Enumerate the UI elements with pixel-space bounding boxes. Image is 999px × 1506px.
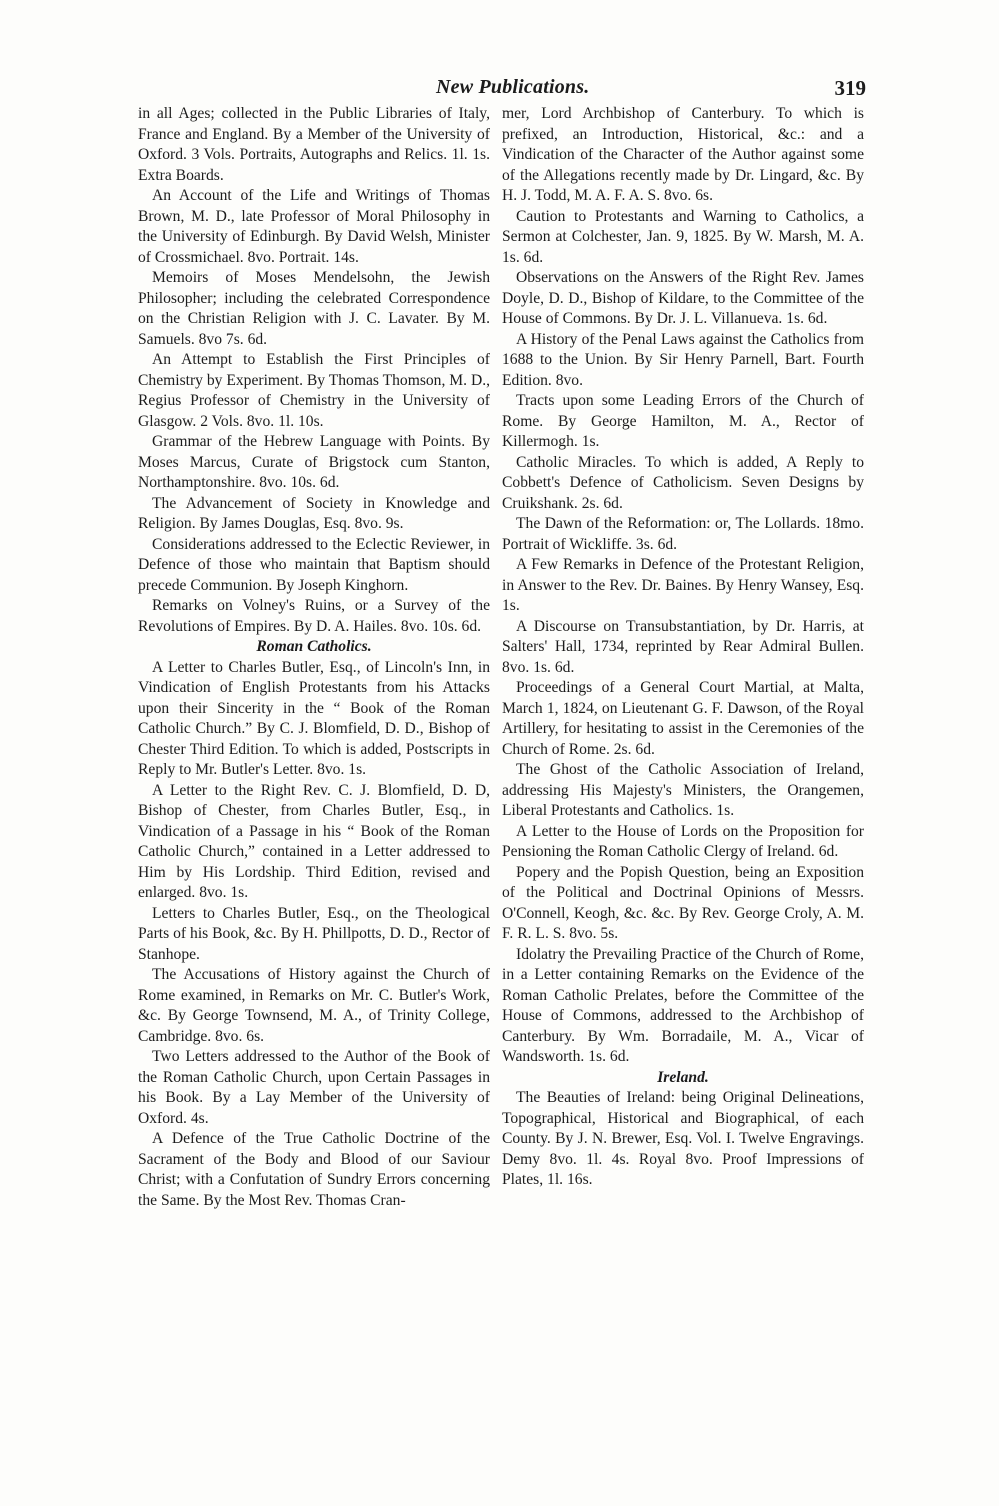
publication-entry: in all Ages; collected in the Public Libraries of Italy, France and England. By a Member of the University of Oxford. 3 Vols. Portraits, Autographs and Relics. 1l. 1s. Extra Boards. bbox=[138, 105, 490, 184]
publication-entry: A Letter to Charles Butler, Esq., of Lincoln's Inn, in Vindication of English Protestants from his Attacks upon their Sincerity in the “ Book of the Roman Catholic Church.” By C. J. Blomfield, D. D., Bishop of Chester Third Edition. To which is added, Postscripts in Reply to Mr. Butler's Letter. 8vo. 1s. bbox=[138, 658, 490, 778]
publication-entry: Grammar of the Hebrew Language with Points. By Moses Marcus, Curate of Brigstock cum Stanton, Northamptonshire. 8vo. 10s. 6d. bbox=[138, 433, 490, 491]
publication-entry: Two Letters addressed to the Author of the Book of the Roman Catholic Church, upon Certain Passages in his Book. By a Lay Member of the University of Oxford. 4s. bbox=[138, 1048, 490, 1127]
publication-entry: Considerations addressed to the Eclectic Reviewer, in Defence of those who maintain that Baptism should precede Communion. By Joseph Kinghorn. bbox=[138, 535, 490, 594]
right-column bbox=[502, 104, 864, 1191]
running-head bbox=[436, 76, 866, 106]
left-column bbox=[138, 104, 490, 1211]
publication-entry: Proceedings of a General Court Martial, at Malta, March 1, 1824, on Lieutenant G. F. Dawson, of the Royal Artillery, for hesitating to assist in the Ceremonies of the Church of Rome. 2s. 6d. bbox=[502, 679, 864, 758]
publication-entry: A Discourse on Transubstantiation, by Dr. Harris, at Salters' Hall, 1734, reprinted by Rear Admiral Bullen. 8vo. 1s. 6d. bbox=[502, 617, 864, 676]
publication-entry: The Beauties of Ireland: being Original Delineations, Topographical, Historical and Biographical, of each County. By J. N. Brewer, Esq. Vol. I. Twelve Engravings. Demy 8vo. 1l. 4s. Royal 8vo. Proof Impressions of Plates, 1l. 16s. bbox=[502, 1089, 864, 1188]
publication-entry: Catholic Miracles. To which is added, A Reply to Cobbett's Defence of Catholicism. Seven Designs by Cruikshank. 2s. 6d. bbox=[502, 453, 864, 512]
publication-entry: An Account of the Life and Writings of Thomas Brown, M. D., late Professor of Moral Philosophy in the University of Edinburgh. By David Welsh, Minister of Crossmichael. 8vo. Portrait. 14s. bbox=[138, 187, 490, 266]
publication-entry: The Dawn of the Reformation: or, The Lollards. 18mo. Portrait of Wickliffe. 3s. 6d. bbox=[502, 515, 864, 553]
publication-entry: The Ghost of the Catholic Association of Ireland, addressing His Majesty's Ministers, the Orangemen, Liberal Protestants and Catholics. 1s. bbox=[502, 761, 864, 819]
publication-entry: Idolatry the Prevailing Practice of the Church of Rome, in a Letter containing Remarks on the Evidence of the Roman Catholic Prelates, before the Committee of the House of Commons, addressed to the Archbishop of Canterbury. By Wm. Borradaile, M. A., Vicar of Wandsworth. 1s. 6d. bbox=[502, 945, 864, 1065]
page-number: 319 bbox=[834, 76, 866, 100]
publication-entry: A History of the Penal Laws against the Catholics from 1688 to the Union. By Sir Henry Parnell, Bart. Fourth Edition. 8vo. bbox=[502, 330, 864, 389]
section-heading: Roman Catholics. bbox=[256, 638, 372, 655]
publication-entry: Observations on the Answers of the Right Rev. James Doyle, D. D., Bishop of Kildare, to the Committee of the House of Commons. By Dr. J. L. Villanueva. 1s. 6d. bbox=[502, 269, 864, 327]
publication-entry: A Letter to the House of Lords on the Proposition for Pensioning the Roman Catholic Clergy of Ireland. 6d. bbox=[502, 822, 864, 860]
publication-entry: Letters to Charles Butler, Esq., on the Theological Parts of his Book, &c. By H. Phillpotts, D. D., Rector of Stanhope. bbox=[138, 904, 490, 963]
publication-entry: Remarks on Volney's Ruins, or a Survey of the Revolutions of Empires. By D. A. Hailes. 8vo. 10s. 6d. bbox=[138, 597, 490, 635]
publication-entry: A Letter to the Right Rev. C. J. Blomfield, D. D, Bishop of Chester, from Charles Butler, Esq., in Vindication of a Passage in his “ Book of the Roman Catholic Church,” contained in a Letter addressed to Him by His Lordship. Third Edition, revised and enlarged. 8vo. 1s. bbox=[138, 781, 490, 901]
publication-entry: The Accusations of History against the Church of Rome examined, in Remarks on Mr. C. Butler's Work, &c. By George Townsend, M. A., of Trinity College, Cambridge. 8vo. 6s. bbox=[138, 966, 490, 1045]
publication-entry: A Defence of the True Catholic Doctrine of the Sacrament of the Body and Blood of our Saviour Christ; with a Confutation of Sundry Errors concerning the Same. By the Most Rev. Thomas Cran- bbox=[138, 1130, 490, 1209]
publication-entry: Memoirs of Moses Mendelsohn, the Jewish Philosopher; including the celebrated Correspondence on the Christian Religion with J. C. Lavater. By M. Samuels. 8vo 7s. 6d. bbox=[138, 269, 490, 348]
publication-entry: Popery and the Popish Question, being an Exposition of the Political and Doctrinal Opinions of Messrs. O'Connell, Keogh, &c. &c. By Rev. George Croly, A. M. F. R. L. S. 8vo. 5s. bbox=[502, 863, 864, 942]
publication-entry: mer, Lord Archbishop of Canterbury. To which is prefixed, an Introduction, Historical, &c.: and a Vindication of the Character of the Author against some of the Allegations recently made by Dr. Lingard, &c. By H. J. Todd, M. A. F. A. S. 8vo. 6s. bbox=[502, 105, 864, 204]
publication-entry: Tracts upon some Leading Errors of the Church of Rome. By George Hamilton, M. A., Rector of Killermogh. 1s. bbox=[502, 392, 864, 450]
publication-entry: An Attempt to Establish the First Principles of Chemistry by Experiment. By Thomas Thomson, M. D., Regius Professor of Chemistry in the University of Glasgow. 2 Vols. 8vo. 1l. 10s. bbox=[138, 351, 491, 430]
publication-entry: Caution to Protestants and Warning to Catholics, a Sermon at Colchester, Jan. 9, 1825. By W. Marsh, M. A. 1s. 6d. bbox=[502, 207, 864, 266]
section-heading: Ireland. bbox=[657, 1068, 709, 1086]
publication-entry: The Advancement of Society in Knowledge and Religion. By James Douglas, Esq. 8vo. 9s. bbox=[138, 494, 490, 532]
running-head-title: New Publications. bbox=[436, 76, 590, 98]
publication-entry: A Few Remarks in Defence of the Protestant Religion, in Answer to the Rev. Dr. Baines. By Henry Wansey, Esq. 1s. bbox=[502, 556, 864, 614]
